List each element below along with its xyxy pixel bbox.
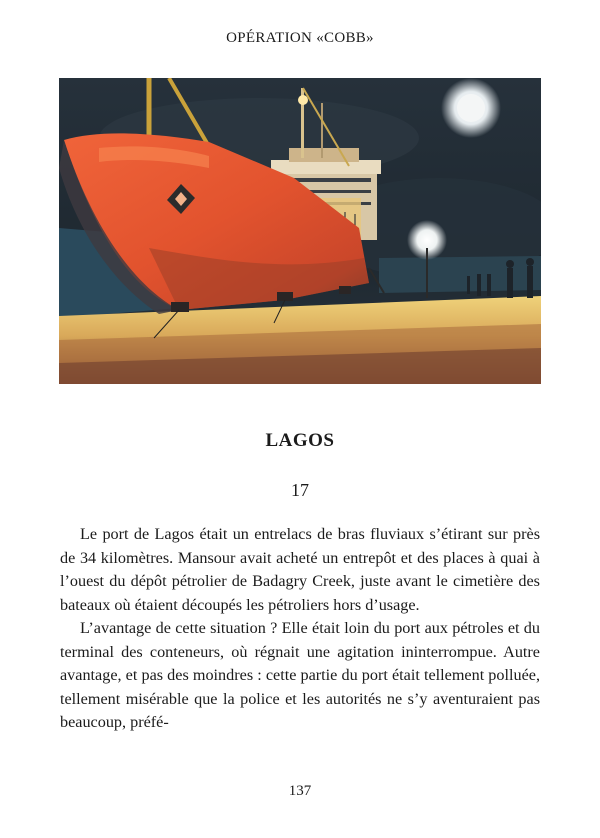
ship-illustration bbox=[59, 78, 541, 384]
paragraph: Le port de Lagos était un entrelacs de bras fluviaux s’étirant sur près de 34 kilomètres. Mansour avait acheté un entrepôt et des places à quai à l’ouest du dépôt pétrolier de Badagry Creek, juste avant le cimetière des bateaux où étaient découpés les pétroliers hors d’usage. bbox=[60, 525, 540, 614]
running-head: OPÉRATION «COBB» bbox=[226, 30, 374, 46]
paragraph: L’avantage de cette situation ? Elle était loin du port aux pétroles et du terminal des conteneurs, où régnait une agitation ininterrompue. Autre avantage, et pas des moindres : cette partie du port était tellement polluée, tellement misérable que la police et les autorités ne s’y aventuraient pas beaucoup, préfé- bbox=[60, 619, 540, 731]
ship-painting bbox=[59, 78, 541, 384]
chapter-title: LAGOS bbox=[265, 430, 335, 451]
body-text bbox=[60, 523, 540, 735]
chapter-number: 17 bbox=[291, 480, 309, 500]
page-number: 137 bbox=[288, 783, 312, 799]
